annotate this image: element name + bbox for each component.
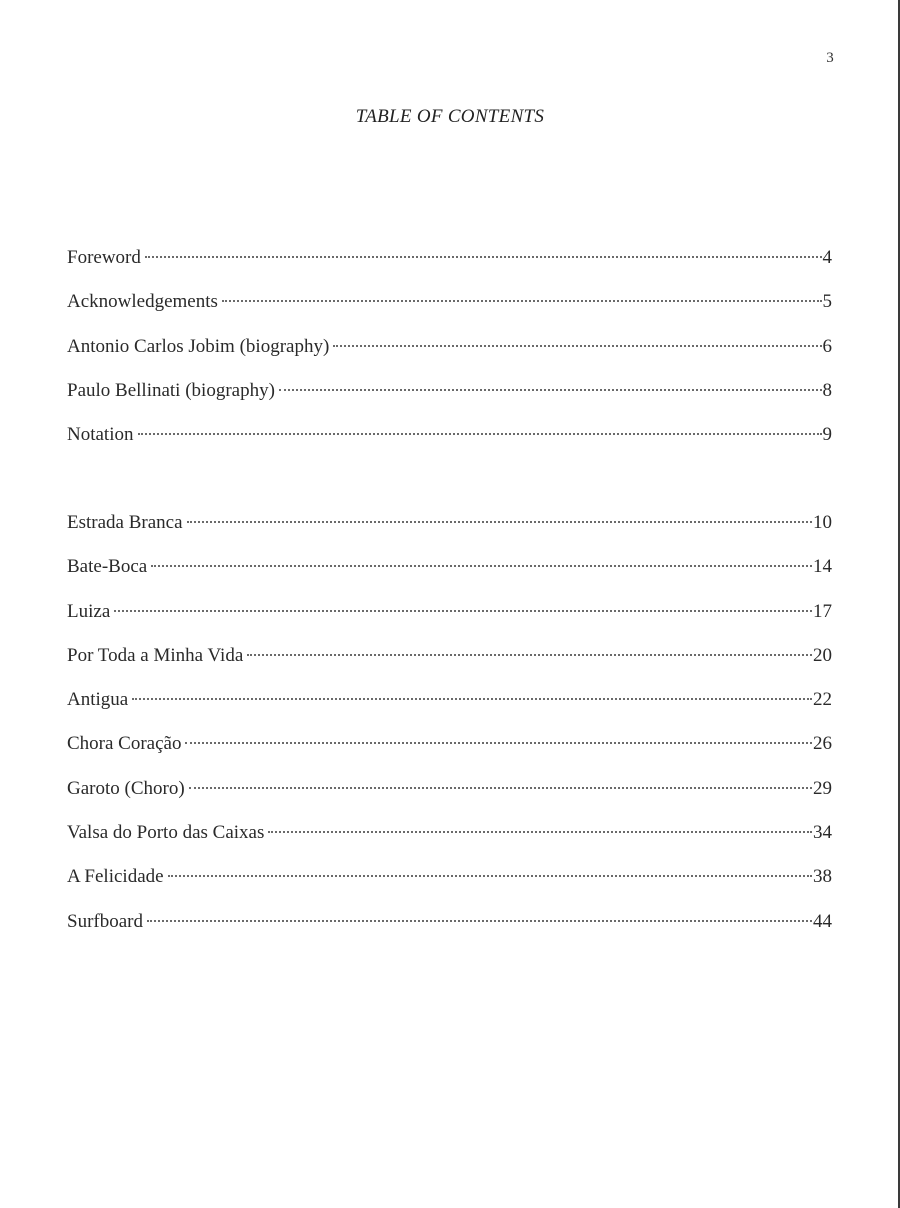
toc-entry-page: 26	[813, 733, 832, 755]
toc-entry-title: A Felicidade	[67, 866, 164, 888]
dot-leader	[189, 787, 812, 789]
toc-entry-page: 34	[813, 822, 832, 844]
dot-leader	[132, 698, 812, 700]
toc-entry[interactable]	[67, 643, 832, 687]
dot-leader	[138, 433, 822, 435]
toc-entry-title: Chora Coração	[67, 733, 182, 755]
dot-leader	[185, 742, 812, 744]
toc-entry-title: Foreword	[67, 247, 141, 268]
toc-entry[interactable]	[67, 687, 832, 731]
toc-entry-title: Valsa do Porto das Caixas	[67, 822, 265, 844]
toc-pieces	[67, 510, 832, 953]
toc-entry-page: 10	[813, 512, 832, 533]
dot-leader	[145, 256, 822, 258]
toc-entry-title: Garoto (Choro)	[67, 777, 185, 799]
dot-leader	[333, 345, 821, 347]
toc-entry-title: Antonio Carlos Jobim (biography)	[67, 335, 330, 357]
toc-entry-page: 9	[822, 424, 832, 446]
toc-entry-title: Por Toda a Minha Vida	[67, 644, 244, 666]
toc-entry[interactable]	[67, 909, 832, 953]
toc-entry-title: Estrada Branca	[67, 512, 183, 533]
toc-entry-page: 4	[822, 247, 832, 268]
toc-entry-page: 6	[822, 335, 832, 357]
dot-leader	[147, 920, 812, 922]
toc-front-matter	[67, 245, 832, 466]
toc-entry-title: Antigua	[67, 689, 129, 711]
page-title: TABLE OF CONTENTS	[355, 106, 545, 127]
dot-leader	[151, 565, 812, 567]
toc-entry-page: 14	[813, 556, 832, 578]
toc-entry[interactable]	[67, 510, 832, 554]
page-number: 3	[826, 50, 834, 66]
dot-leader	[187, 521, 812, 523]
toc-entry[interactable]	[67, 864, 832, 908]
toc-entry[interactable]	[67, 776, 832, 820]
toc-entry-title: Luiza	[67, 600, 111, 622]
toc-entry-page: 8	[822, 379, 832, 401]
toc-entry-title: Bate-Boca	[67, 556, 148, 578]
dot-leader	[114, 610, 812, 612]
toc-entry[interactable]	[67, 422, 832, 466]
toc-entry[interactable]	[67, 554, 832, 598]
toc-entry[interactable]	[67, 378, 832, 422]
toc-entry[interactable]	[67, 334, 832, 378]
toc-entry-page: 22	[813, 689, 832, 711]
toc-entry-title: Surfboard	[67, 910, 143, 932]
toc-entry-page: 38	[813, 866, 832, 888]
toc-entry[interactable]	[67, 731, 832, 775]
dot-leader	[279, 389, 822, 391]
dot-leader	[247, 654, 812, 656]
toc-entry-title: Acknowledgements	[67, 291, 218, 313]
dot-leader	[222, 300, 822, 302]
toc-entry[interactable]	[67, 599, 832, 643]
toc-entry-page: 20	[813, 644, 832, 666]
toc-entry[interactable]	[67, 289, 832, 333]
toc-entry[interactable]	[67, 820, 832, 864]
toc-entry-page: 17	[813, 600, 832, 622]
toc-entry-title: Notation	[67, 424, 134, 446]
toc-entry-title: Paulo Bellinati (biography)	[67, 379, 275, 401]
dot-leader	[168, 875, 812, 877]
toc-entry-page: 5	[822, 291, 832, 313]
toc-entry-page: 29	[813, 777, 832, 799]
dot-leader	[268, 831, 812, 833]
toc-entry-page: 44	[813, 910, 832, 932]
toc-entry[interactable]	[67, 245, 832, 289]
